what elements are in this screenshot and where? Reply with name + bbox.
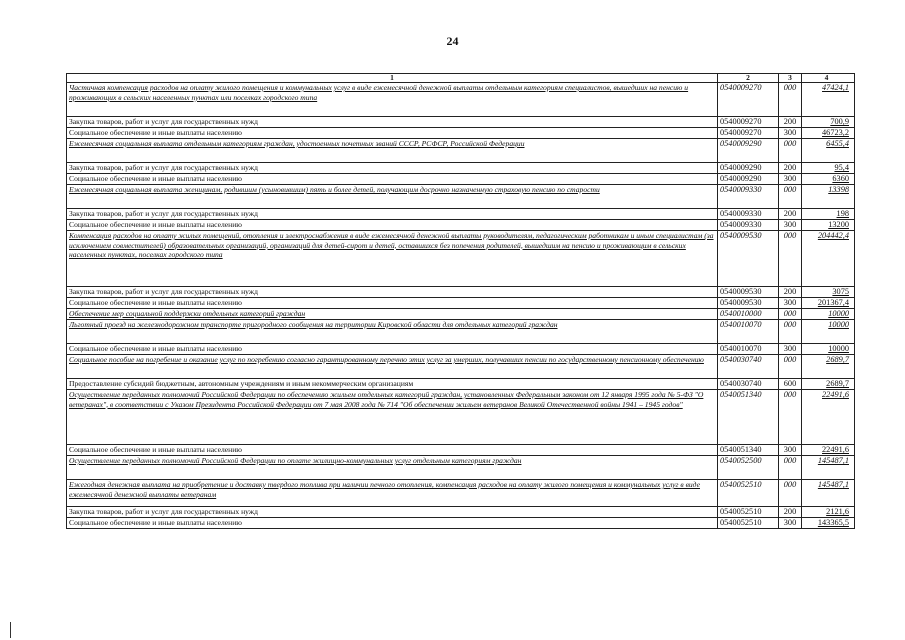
row-amount: 13398 (802, 185, 855, 209)
table-row (67, 390, 855, 445)
row-code: 0540052510 (718, 480, 779, 507)
row-type: 300 (779, 128, 802, 139)
row-amount: 3075 (802, 287, 855, 298)
table-row (67, 518, 855, 529)
row-amount: 198 (802, 209, 855, 220)
row-type: 300 (779, 518, 802, 529)
row-code: 0540052500 (718, 456, 779, 480)
row-type: 000 (779, 231, 802, 287)
row-amount: 2121,6 (802, 507, 855, 518)
row-type: 000 (779, 390, 802, 445)
budget-table (66, 73, 855, 529)
row-name: Ежемесячная социальная выплата женщинам, родившим (усыновившим) пять и более детей, получающим досрочно назначенную страховую пенсию по старости (67, 185, 718, 209)
row-name: Льготный проезд на железнодорожном транспорте пригородного сообщения на территории Кировской области для отдельных категорий граждан (67, 320, 718, 344)
table-header-row (67, 74, 855, 83)
scan-margin-mark (10, 622, 11, 638)
row-name: Социальное обеспечение и иные выплаты населению (67, 298, 718, 309)
row-name: Обеспечение мер социальной поддержки отдельных категорий граждан (67, 309, 718, 320)
row-amount: 700,9 (802, 117, 855, 128)
table-row (67, 139, 855, 163)
row-type: 000 (779, 456, 802, 480)
header-col-2: 2 (718, 74, 779, 83)
table-row (67, 507, 855, 518)
row-code: 0540009530 (718, 287, 779, 298)
row-name: Закупка товаров, работ и услуг для государственных нужд (67, 507, 718, 518)
row-amount: 145487,1 (802, 456, 855, 480)
row-type: 000 (779, 355, 802, 379)
table-row (67, 287, 855, 298)
row-code: 0540009290 (718, 139, 779, 163)
row-type: 200 (779, 117, 802, 128)
row-type: 000 (779, 139, 802, 163)
row-code: 0540030740 (718, 355, 779, 379)
table-row (67, 209, 855, 220)
row-code: 0540009530 (718, 298, 779, 309)
row-type: 300 (779, 174, 802, 185)
row-name: Компенсация расходов на оплату жилых помещений, отопления и электроснабжения в виде ежемесячной денежной выплаты руководителям, педагогическим работникам и иным специалистам (за исключением совместителей) образовательных организаций, организаций для детей-сирот и детей, оставшихся без попечения родителей, вышедшим на пенсию и проживающим в сельских населенных пунктах, поселках городского типа (67, 231, 718, 287)
header-col-4: 4 (802, 74, 855, 83)
row-name: Ежемесячная социальная выплата отдельным категориям граждан, удостоенных почетных званий СССР, РСФСР, Российской Федерации (67, 139, 718, 163)
row-amount: 2689,7 (802, 379, 855, 390)
table-row (67, 117, 855, 128)
row-amount: 10000 (802, 344, 855, 355)
row-amount: 201367,4 (802, 298, 855, 309)
table-row (67, 480, 855, 507)
table-row (67, 379, 855, 390)
row-type: 200 (779, 209, 802, 220)
row-code: 0540051340 (718, 445, 779, 456)
row-amount: 13200 (802, 220, 855, 231)
row-name: Частичная компенсация расходов на оплату жилого помещения и коммунальных услуг в виде ежемесячной денежной выплаты отдельным категориям специалистов, вышедших на пенсию и проживающих в сельских населенных пунктах или поселках городского типа (67, 83, 718, 117)
row-code: 0540052510 (718, 507, 779, 518)
row-amount: 6360 (802, 174, 855, 185)
table-row (67, 185, 855, 209)
row-name: Социальное обеспечение и иные выплаты населению (67, 220, 718, 231)
row-code: 0540010070 (718, 344, 779, 355)
row-type: 000 (779, 309, 802, 320)
row-code: 0540010070 (718, 320, 779, 344)
row-amount: 204442,4 (802, 231, 855, 287)
row-type: 300 (779, 445, 802, 456)
row-name: Социальное обеспечение и иные выплаты населению (67, 518, 718, 529)
table-row (67, 83, 855, 117)
row-code: 0540009270 (718, 117, 779, 128)
row-type: 200 (779, 163, 802, 174)
row-name: Закупка товаров, работ и услуг для государственных нужд (67, 163, 718, 174)
row-code: 0540010000 (718, 309, 779, 320)
row-code: 0540009290 (718, 174, 779, 185)
row-code: 0540009530 (718, 231, 779, 287)
table-row (67, 456, 855, 480)
row-name: Закупка товаров, работ и услуг для государственных нужд (67, 209, 718, 220)
row-type: 300 (779, 298, 802, 309)
row-code: 0540009330 (718, 185, 779, 209)
page-number: 24 (446, 34, 459, 48)
row-code: 0540009330 (718, 209, 779, 220)
table-row (67, 163, 855, 174)
row-amount: 6455,4 (802, 139, 855, 163)
table-row (67, 344, 855, 355)
table-row (67, 231, 855, 287)
row-name: Закупка товаров, работ и услуг для государственных нужд (67, 117, 718, 128)
table-row (67, 309, 855, 320)
row-name: Предоставление субсидий бюджетным, автономным учреждениям и иным некоммерческим организациям (67, 379, 718, 390)
row-type: 300 (779, 220, 802, 231)
row-type: 000 (779, 185, 802, 209)
row-name: Социальное пособие на погребение и оказание услуг по погребению согласно гарантированному перечню этих услуг за умерших, получавших пенсии по государственному пенсионному обеспечению (67, 355, 718, 379)
row-code: 0540009270 (718, 83, 779, 117)
row-type: 000 (779, 480, 802, 507)
row-code: 0540009270 (718, 128, 779, 139)
row-code: 0540009330 (718, 220, 779, 231)
row-name: Закупка товаров, работ и услуг для государственных нужд (67, 287, 718, 298)
row-code: 0540009290 (718, 163, 779, 174)
row-name: Социальное обеспечение и иные выплаты населению (67, 445, 718, 456)
row-type: 200 (779, 287, 802, 298)
row-amount: 22491,6 (802, 390, 855, 445)
header-col-1: 1 (67, 74, 718, 83)
row-type: 000 (779, 83, 802, 117)
table-row (67, 298, 855, 309)
row-type: 000 (779, 320, 802, 344)
row-type: 200 (779, 507, 802, 518)
row-code: 0540051340 (718, 390, 779, 445)
row-name: Социальное обеспечение и иные выплаты населению (67, 128, 718, 139)
row-amount: 95,4 (802, 163, 855, 174)
row-amount: 47424,1 (802, 83, 855, 117)
row-name: Осуществление переданных полномочий Российской Федерации по оплате жилищно-коммунальных услуг отдельным категориям граждан (67, 456, 718, 480)
table-row (67, 355, 855, 379)
row-amount: 145487,1 (802, 480, 855, 507)
row-amount: 2689,7 (802, 355, 855, 379)
row-amount: 10000 (802, 320, 855, 344)
row-name: Социальное обеспечение и иные выплаты населению (67, 344, 718, 355)
row-code: 0540030740 (718, 379, 779, 390)
row-name: Социальное обеспечение и иные выплаты населению (67, 174, 718, 185)
table-row (67, 320, 855, 344)
row-type: 300 (779, 344, 802, 355)
row-amount: 22491,6 (802, 445, 855, 456)
header-col-3: 3 (779, 74, 802, 83)
table-row (67, 174, 855, 185)
row-amount: 46723,2 (802, 128, 855, 139)
row-amount: 10000 (802, 309, 855, 320)
table-row (67, 128, 855, 139)
row-type: 600 (779, 379, 802, 390)
row-name: Осуществление переданных полномочий Российской Федерации по обеспечению жильем отдельных категорий граждан, установленных Федеральным законом от 12 января 1995 года № 5-ФЗ "О ветеранах", в соответствии с Указом Президента Российской Федерации от 7 мая 2008 года № 714 "Об обеспечении жильем ветеранов Великой Отечественной войны 1941 – 1945 годов" (67, 390, 718, 445)
row-amount: 143365,5 (802, 518, 855, 529)
row-code: 0540052510 (718, 518, 779, 529)
table-row (67, 445, 855, 456)
row-name: Ежегодная денежная выплата на приобретение и доставку твердого топлива при наличии печного отопления, компенсация расходов на оплату жилого помещения и коммунальных услуг в виде ежемесячной денежной выплаты ветеранам (67, 480, 718, 507)
table-row (67, 220, 855, 231)
